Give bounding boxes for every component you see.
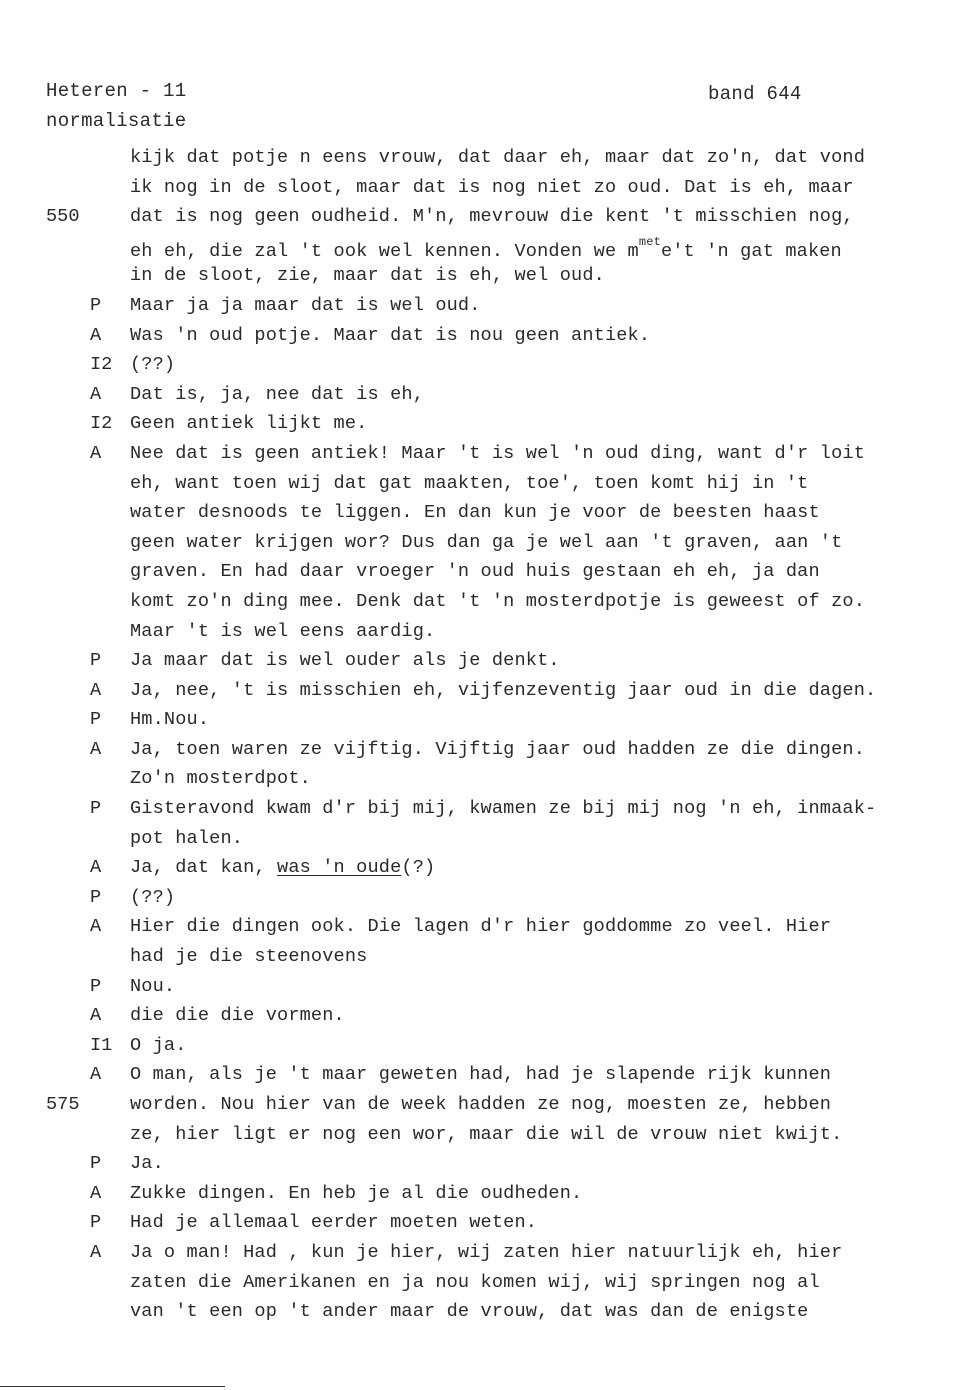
utterance-text bbox=[130, 173, 854, 203]
transcript-line bbox=[0, 705, 966, 735]
utterance-segment: Nou. bbox=[130, 975, 176, 997]
speaker-label: P bbox=[90, 709, 102, 731]
transcript-line bbox=[0, 617, 966, 647]
utterance-text bbox=[130, 942, 367, 972]
utterance-segment: Ja. bbox=[130, 1153, 164, 1175]
utterance-segment: O ja. bbox=[130, 1034, 187, 1056]
utterance-segment: (??) bbox=[130, 354, 176, 376]
utterance-segment: Maar 't is wel eens aardig. bbox=[130, 620, 436, 642]
speaker-label: P bbox=[90, 1212, 102, 1234]
utterance-text bbox=[130, 676, 876, 706]
utterance-text bbox=[130, 735, 865, 765]
transcript-line bbox=[0, 557, 966, 587]
transcript-line bbox=[0, 261, 966, 291]
utterance-segment: O man, als je 't maar geweten had, had je slapende rijk kunnen bbox=[130, 1064, 832, 1086]
transcript-line bbox=[0, 528, 966, 558]
utterance-text bbox=[130, 1268, 820, 1298]
utterance-text bbox=[130, 1149, 164, 1179]
utterance-segment: Geen antiek lijkt me. bbox=[130, 413, 368, 435]
utterance-text bbox=[130, 202, 854, 232]
utterance-segment: Had je allemaal eerder moeten weten. bbox=[130, 1212, 538, 1234]
utterance-segment: water desnoods te liggen. En dan kun je voor de beesten haast bbox=[130, 502, 820, 524]
tape-reference: band 644 bbox=[708, 83, 802, 105]
utterance-text bbox=[130, 705, 209, 735]
utterance-segment: zaten die Amerikanen en ja nou komen wij, wij springen nog al bbox=[130, 1271, 820, 1293]
transcript-line bbox=[0, 972, 966, 1002]
utterance-text bbox=[130, 1297, 808, 1327]
transcript-line bbox=[0, 646, 966, 676]
utterance-segment: Nee dat is geen antiek! Maar 't is wel 'n oud ding, want d'r loit bbox=[130, 442, 866, 464]
utterance-text bbox=[130, 528, 842, 558]
utterance-text bbox=[130, 498, 820, 528]
utterance-segment: in de sloot, zie, maar dat is eh, wel oud. bbox=[130, 265, 605, 287]
utterance-text bbox=[130, 1120, 842, 1150]
utterance-text bbox=[130, 587, 865, 617]
utterance-text bbox=[130, 1238, 842, 1268]
speaker-label: A bbox=[90, 383, 102, 405]
transcript-line bbox=[0, 912, 966, 942]
utterance-segment: worden. Nou hier van de week hadden ze nog, moesten ze, hebben bbox=[130, 1094, 832, 1115]
utterance-text bbox=[130, 409, 367, 439]
transcript-line bbox=[0, 439, 966, 469]
utterance-segment: kijk dat potje n eens vrouw, dat daar eh, maar dat zo'n, dat vond bbox=[130, 147, 866, 168]
page-subtitle: normalisatie bbox=[46, 110, 187, 132]
utterance-text bbox=[130, 557, 820, 587]
utterance-text bbox=[130, 1060, 831, 1090]
page-title: Heteren - 11 bbox=[46, 80, 187, 102]
utterance-text bbox=[130, 853, 435, 883]
transcript-line bbox=[0, 321, 966, 351]
interlinear-correction: met bbox=[638, 234, 661, 249]
speaker-label: A bbox=[90, 1064, 102, 1086]
transcript-line bbox=[0, 202, 966, 232]
utterance-text bbox=[130, 912, 831, 942]
speaker-label: I2 bbox=[90, 413, 113, 435]
speaker-label: A bbox=[90, 738, 102, 760]
utterance-segment: Maar ja ja maar dat is wel oud. bbox=[130, 294, 481, 316]
utterance-segment: e't 'n gat maken bbox=[660, 240, 842, 262]
utterance-segment: Hm.Nou. bbox=[130, 709, 210, 731]
speaker-label: A bbox=[90, 1241, 102, 1263]
transcript-line bbox=[0, 1060, 966, 1090]
utterance-text bbox=[130, 291, 481, 321]
utterance-segment: van 't een op 't ander maar de vrouw, dat was dan de enigste bbox=[130, 1301, 809, 1323]
utterance-segment: (?) bbox=[401, 857, 436, 879]
utterance-text bbox=[130, 617, 435, 647]
speaker-label: A bbox=[90, 324, 102, 346]
transcript-line bbox=[0, 1001, 966, 1031]
utterance-segment: Zukke dingen. En heb je al die oudheden. bbox=[130, 1182, 583, 1204]
utterance-segment: Ja, dat kan, bbox=[130, 857, 278, 879]
line-number: 550 bbox=[46, 206, 80, 228]
transcript-line bbox=[0, 794, 966, 824]
utterance-text bbox=[130, 646, 560, 676]
utterance-segment: geen water krijgen wor? Dus dan ga je wel aan 't graven, aan 't bbox=[130, 531, 843, 553]
speaker-label: P bbox=[90, 886, 102, 908]
transcript-line bbox=[0, 469, 966, 499]
transcript-line bbox=[0, 173, 966, 203]
transcript-body bbox=[0, 143, 966, 1327]
utterance-segment: ik nog in de sloot, maar dat is nog niet zo oud. Dat is eh, maar bbox=[130, 176, 854, 198]
transcript-line bbox=[0, 853, 966, 883]
utterance-text bbox=[130, 883, 175, 913]
transcript-line bbox=[0, 232, 966, 262]
transcript-line bbox=[0, 1297, 966, 1327]
speaker-label: P bbox=[90, 798, 102, 820]
transcript-line bbox=[0, 1149, 966, 1179]
utterance-text bbox=[130, 350, 175, 380]
utterance-segment: ze, hier ligt er nog een wor, maar die wil de vrouw niet kwijt. bbox=[130, 1123, 843, 1145]
speaker-label: A bbox=[90, 1005, 102, 1027]
transcript-line bbox=[0, 498, 966, 528]
transcript-line bbox=[0, 1090, 966, 1120]
transcript-line bbox=[0, 291, 966, 321]
transcript-line bbox=[0, 1238, 966, 1268]
utterance-text bbox=[130, 972, 175, 1002]
speaker-label: I2 bbox=[90, 354, 113, 376]
footer-rule bbox=[0, 1386, 225, 1387]
speaker-label: A bbox=[90, 679, 102, 701]
transcript-line bbox=[0, 1031, 966, 1061]
line-number: 575 bbox=[46, 1094, 80, 1115]
utterance-segment: dat is nog geen oudheid. M'n, mevrouw die kent 't misschien nog, bbox=[130, 206, 854, 228]
transcript-line bbox=[0, 1268, 966, 1298]
transcript-line bbox=[0, 764, 966, 794]
transcript-line bbox=[0, 587, 966, 617]
utterance-text bbox=[130, 1208, 537, 1238]
speaker-label: P bbox=[90, 1153, 102, 1175]
utterance-text bbox=[130, 261, 605, 291]
utterance-segment: Ja maar dat is wel ouder als je denkt. bbox=[130, 650, 560, 672]
utterance-text bbox=[130, 380, 424, 410]
utterance-segment: graven. En had daar vroeger 'n oud huis gestaan eh eh, ja dan bbox=[130, 561, 820, 583]
utterance-segment: Was 'n oud potje. Maar dat is nou geen antiek. bbox=[130, 324, 651, 346]
utterance-segment: Ja, toen waren ze vijftig. Vijftig jaar oud hadden ze die dingen. bbox=[130, 738, 866, 760]
utterance-text bbox=[130, 1031, 187, 1061]
utterance-text bbox=[130, 824, 243, 854]
utterance-segment: eh eh, die zal 't ook wel kennen. Vonden we m bbox=[130, 240, 639, 262]
transcript-line bbox=[0, 942, 966, 972]
utterance-segment: (??) bbox=[130, 886, 176, 908]
transcript-line bbox=[0, 735, 966, 765]
speaker-label: A bbox=[90, 916, 102, 938]
utterance-text bbox=[130, 1001, 345, 1031]
transcript-line bbox=[0, 350, 966, 380]
utterance-segment: Ja, nee, 't is misschien eh, vijfenzeventig jaar oud in die dagen. bbox=[130, 679, 877, 701]
speaker-label: A bbox=[90, 442, 102, 464]
utterance-segment: pot halen. bbox=[130, 827, 244, 849]
transcript-line bbox=[0, 409, 966, 439]
transcript-line bbox=[0, 380, 966, 410]
utterance-text bbox=[130, 321, 650, 351]
utterance-text bbox=[130, 794, 876, 824]
utterance-segment: Ja o man! Had , kun je hier, wij zaten hier natuurlijk eh, hier bbox=[130, 1241, 843, 1263]
transcript-line bbox=[0, 883, 966, 913]
utterance-segment: Zo'n mosterdpot. bbox=[130, 768, 311, 790]
utterance-segment: Hier die dingen ook. Die lagen d'r hier goddomme zo veel. Hier bbox=[130, 916, 832, 938]
speaker-label: P bbox=[90, 975, 102, 997]
underlined-uncertain-text: was 'n oude bbox=[277, 857, 402, 879]
speaker-label: A bbox=[90, 857, 102, 879]
transcript-line bbox=[0, 1179, 966, 1209]
transcript-line bbox=[0, 1208, 966, 1238]
utterance-text bbox=[130, 764, 311, 794]
utterance-segment: eh, want toen wij dat gat maakten, toe', toen komt hij in 't bbox=[130, 472, 809, 494]
speaker-label: I1 bbox=[90, 1034, 113, 1056]
utterance-text bbox=[130, 1179, 582, 1209]
utterance-segment: die die die vormen. bbox=[130, 1005, 345, 1027]
speaker-label: P bbox=[90, 650, 102, 672]
utterance-segment: Gisteravond kwam d'r bij mij, kwamen ze bij mij nog 'n eh, inmaak- bbox=[130, 798, 877, 820]
transcript-line bbox=[0, 1120, 966, 1150]
speaker-label: A bbox=[90, 1182, 102, 1204]
utterance-text bbox=[130, 439, 865, 469]
utterance-segment: komt zo'n ding mee. Denk dat 't 'n mosterdpotje is geweest of zo. bbox=[130, 590, 866, 612]
utterance-segment: had je die steenovens bbox=[130, 946, 368, 968]
transcript-line bbox=[0, 676, 966, 706]
transcript-line bbox=[0, 143, 966, 173]
utterance-text bbox=[130, 143, 865, 173]
utterance-text bbox=[130, 469, 808, 499]
speaker-label: P bbox=[90, 294, 102, 316]
utterance-segment: Dat is, ja, nee dat is eh, bbox=[130, 383, 425, 405]
transcript-line bbox=[0, 824, 966, 854]
utterance-text bbox=[130, 1090, 831, 1120]
